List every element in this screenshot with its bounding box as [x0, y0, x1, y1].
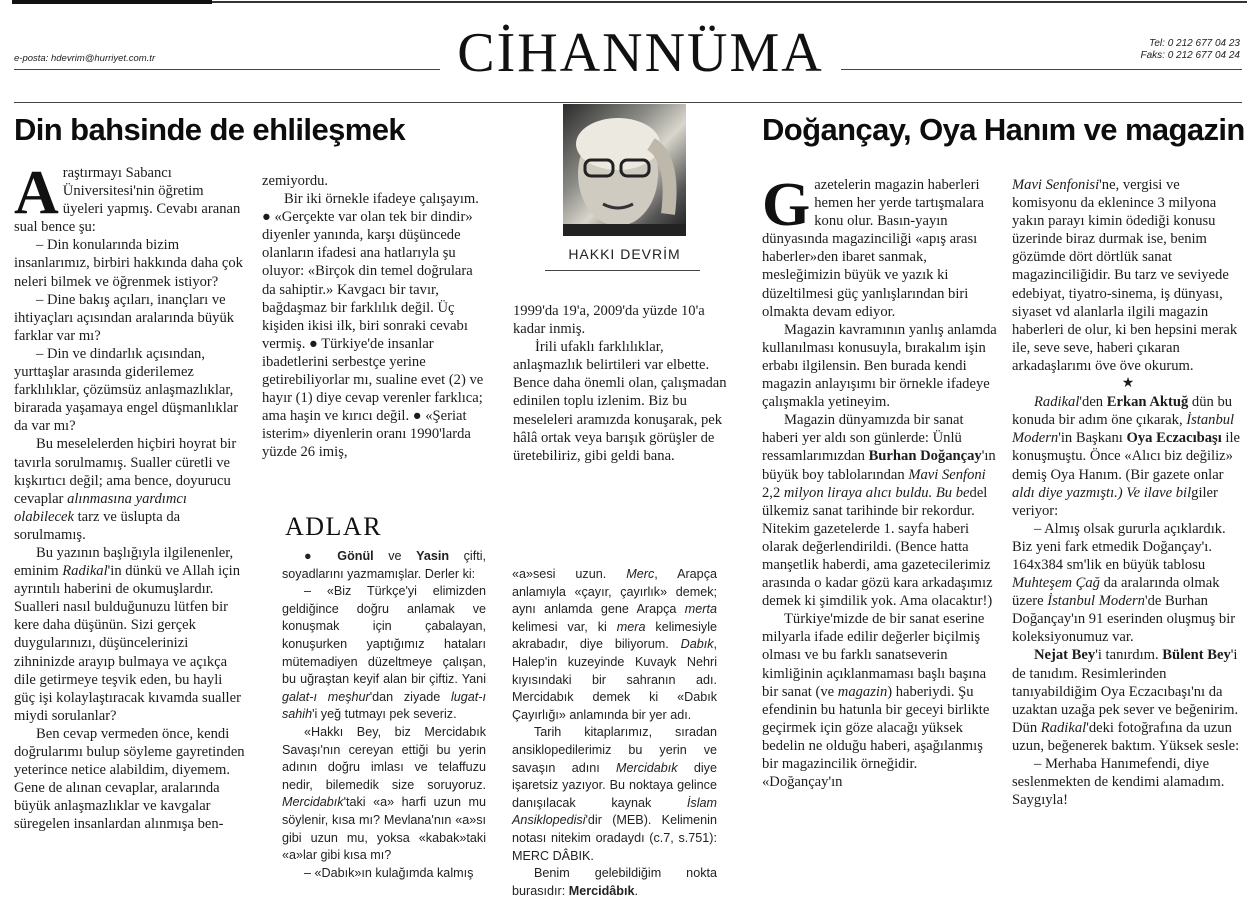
drop-cap: G — [762, 171, 811, 239]
article1-para: 1999'da 19'a, 2009'da yüzde 10'a kadar inmiş. — [513, 303, 705, 338]
article1-para: İrili ufaklı farklılıklar, anlaşmazlık belirtileri var elbette. Bence daha önemli olan, çalışmadan edinilen toplu izlenim. Biz bu meseleleri aramızda konuşarak, pek hâlâ ortak veya barışık görüşler de üretebiliriz, gibi geldi bana. — [513, 339, 727, 464]
article1-col2 — [262, 172, 490, 462]
email-address: e-posta: hdevrim@hurriyet.com.tr — [14, 53, 156, 64]
article2-col1 — [762, 171, 1000, 791]
article1-headline: Din bahsinde de ehlileşmek — [14, 112, 405, 147]
article1-para: Ben cevap vermeden önce, kendi doğrularımı bulup söyleme gayretinden yeterince netice alabildim, diyemem. Gene de alınan cevaplar, aralarında büyük anlaşmazlıklar ve kavgalar süregelen insanlardan alınmışa ben- — [14, 725, 245, 833]
adlar-para: – «Biz Türkçe'yi elimizden geldiğince doğru anlamak ve konuşmak için çabalayan, konuşurken yaptığımız hataları mütemadiyen düzeltmeye çalışan, bu uğraştan keyif alan bir çiftiz. Yani galat-ı meşhur'dan ziyade lugat-ı sahih'i yeğ tutmayı pek severiz. — [282, 584, 486, 722]
article1-para: Araştırmayı Sabancı Üniversitesi'nin öğretim üyeleri yapmış. Cevabı aranan sual bence şu: — [14, 159, 241, 236]
article2-para: Magazin dünyamızda bir sanat haberi yer aldı son günlerde: Ünlü ressamlarımızdan Burhan Doğançay'ın büyük boy tablolarından Mavi Senfoni 2,2 milyon liraya alıcı buldu. Bu bedel ülkemiz sanat tarihinde bir rekordur. Nitekim gazetelerde 1. sayfa haberi olarak değerlendirildi. (Bence hatta manşetlik haberdi, ama gazetecilerimiz arasında o kadar gözü kara arkadaşımız demek ki şimdilik yok. Ama olacaktır!) — [762, 412, 996, 610]
article2-para: Nejat Bey'i tanırdım. Bülent Bey'i de tanıdım. Resimlerinden tanıyabildiğim Oya Eczacıbaşı'nı da uzaktan uzağa pek sever ve beğenirim. Dün Radikal'deki fotoğrafına da uzun uzun, beğenerek baktım. Yüksek sesle: — [1012, 647, 1240, 754]
article2-para: – Merhaba Hanımefendi, diye seslenmekten de kendimi alamadım. Saygıyla! — [1012, 756, 1225, 809]
adlar-col1 — [282, 548, 486, 882]
article2-col2 — [1012, 176, 1244, 809]
article1-col3 — [513, 302, 735, 465]
article1-para: Bu meselelerden hiçbiri hoyrat bir tavırla sorulmamış. Sualler cüretli ve kışkırtıcı değil; ama bence, doyurucu cevaplar alınmasına yardımcı olabilecek tarz ve üslupta da sorulmamış. — [14, 436, 237, 543]
article1-para: Bir iki örnekle ifadeye çalışayım. ● «Gerçekte var olan tek bir dindir» diyenler yanında, karşı düşüncede olanların ifadesi ana hatlarıyla şu oluyor: «Birçok din temel doğrulara da sahiptir.» Kavgacı bir tavır, bağdaşmaz bir farklılık değil. Üç kişiden ikisi ilk, biri sonraki cevabı vermiş. ● Türkiye'de insanlar ibadetlerini serbestçe yerine getirebiliyorlar mı, sualine evet (2) ve hayır (1) diye cevap verenler farklıca; ama haşin ve kırıcı değil. ● «Şeriat isterim» diyenlerin oranı 1990'larda yüzde 26 imiş, — [262, 191, 484, 461]
article1-para: – Din ve dindarlık açısından, yurttaşlar arasında giderilemez farklılıklar, çözümsüz anlaşmazlıklar, birarada yaşamaya engel düşmanlıklar da var mı? — [14, 345, 239, 435]
header-rule-bottom — [14, 102, 1242, 103]
adlar-para: ● Gönül ve Yasin çifti, soyadlarını yazmamışlar. Derler ki: — [282, 549, 487, 581]
drop-cap: A — [14, 159, 59, 227]
article1-para: – Dine bakış açıları, inançları ve ihtiyaçları açısından aralarında büyük farklar var mı? — [14, 291, 235, 344]
byline-rule — [545, 270, 700, 271]
top-rule — [0, 0, 1258, 4]
article2-para: – Almış olsak gururla açıklardık. Biz yeni fark etmedik Doğançay'ı. 164x384 sm'lik en büyük tablosu Muhteşem Çağ da aralarında olmak üzere İstanbul Modern'de Burhan Doğançay'ın 91 eserinden oluşmuş bir koleksiyonumuz var. — [1012, 520, 1236, 646]
article2-para: Radikal'den Erkan Aktuğ dün bu konuda bir adım öne çıkarak, İstanbul Modern'in Başkanı Oya Eczacıbaşı ile konuşmuştu. Önce «Alıcı biz değiliz» demiş Oya Hanım. (Bir gazete onlar aldı diye yazmıştı.) Ve ilave bilgiler veriyor: — [1012, 394, 1241, 519]
masthead: CİHANNÜMA — [440, 18, 841, 88]
star-separator-icon: ★ — [1121, 376, 1135, 392]
adlar-para: «Hakkı Bey, biz Mercidabık Savaşı'nın cereyan ettiği bu yerin adının doğru imlası ve telaffuzu nedir, bilemedik size soruyoruz. Mercidabık'taki «a» harfi uzun mu söylenir, kısa mı? Mevlana'nın «a»sı gibi uzun mu, yoksa «kabak»taki «a»lar gibi kısa mı? — [282, 724, 486, 863]
article2-para: Türkiye'mizde de bir sanat eserine milyarla ifade edilir değerler biçilmiş olması ve bu farklı sanatseverin kimliğinin açıklanmaması başlı başına bir sanat (ve magazin) haberiydi. Şu efendinin bu hatunla bir geceyi birlikte geçirmek için göze alacağı yüksek bedelin ne olduğu haberi, aşağılanmış bir magazincilik örneğidir. «Doğançay'ın — [762, 611, 990, 791]
author-photo — [563, 104, 686, 236]
article2-para: Gazetelerin magazin haberleri hemen her yerde tartışmalara konu olur. Basın-yayın dünyasında magazinciliği «apış arası haberler»den ibaret sanmak, mesleğimizin büyük ve yazık ki düzeltilmesi güç yanlışlarından biri olmakta devam ediyor. — [762, 171, 985, 320]
adlar-heading: ADLAR — [285, 512, 383, 541]
author-portrait-icon — [563, 104, 686, 236]
adlar-para: «a»sesi uzun. Merc, Arapça anlamıyla «çayır, çayırlık» demek; aynı anlamda gene Arapça merta kelimesi var, ki mera kelimesiyle akrabadır, diye biliyorum. Dabık, Halep'in kuzeyinde Kuvayk Nehri kıyısındaki bir sahranın adı. Mercidabık demek ki «Dabık Çayırlığı» anlamında bir yer adı. — [512, 567, 717, 722]
article1-para: zemiyordu. — [262, 173, 329, 189]
article2-para: Mavi Senfonisi'ne, vergisi ve komisyonu da eklenince 3 milyona yakın parayı kimin ödediği konusu üzerinde biraz durmak ise, benim gözümde dört dörtlük sanat magazinciliğidir. Bu tarz ve seviyede edebiyat, tiyatro-sinema, iş dünyası, siyaset vd alanlarla ilgili magazin haberleri de olur, ki ben hepsini merak ile, seve seve, haberi çıkaran arkadaşlarımı öve öve okurum. — [1012, 177, 1238, 374]
fax-number: Faks: 0 212 677 04 24 — [1140, 50, 1240, 61]
adlar-col2 — [512, 566, 717, 900]
article1-para: – Din konularında bizim insanlarımız, birbiri hakkında daha çok neleri bilmek ve öğrenmek istiyor? — [14, 237, 243, 290]
article1-para: Bu yazının başlığıyla ilgilenenler, eminim Radikal'in dünkü ve Allah için ayrıntılı haberini de okumuşlardır. Sualleri nasıl bulduğunuzu lütfen bir kere daha düşünün. Sizi gerçek duygularınızı, düşüncelerinizi zihninizde arayıp bulmaya ve açıkça dile getirmeye teşvik eden, bu hayli güç işi kolaylaştıracak kıvamda sualler miydi sorulanlar? — [14, 544, 241, 724]
article2-headline: Doğançay, Oya Hanım ve magazin — [762, 112, 1245, 147]
article2-para: Magazin kavramının yanlış anlamda kullanılması konusuyla, bırakalım işin erbabı ilgilensin. Ben burada kendi magazin anlayışımı bir örnekle ifadeye çalışmakla yetineyim. — [762, 321, 997, 411]
adlar-para: Tarih kitaplarımız, sıradan ansiklopedilerimiz bu yerin ve savaşın adını Mercidabık diye işaretsiz yazıyor. Bu noktaya gelince danışılacak kaynak İslam Ansiklopedisi'dir (MEB). Kelimenin notası nitekim oradaydı (c.7, s.751): MERC DÂBIK. — [512, 725, 717, 863]
contact-info — [1140, 38, 1240, 62]
article1-col1 — [14, 159, 247, 833]
tel-number: Tel: 0 212 677 04 23 — [1149, 38, 1240, 49]
author-byline: HAKKI DEVRİM — [568, 246, 681, 262]
adlar-para: – «Dabık»ın kulağımda kalmış — [304, 865, 474, 880]
adlar-para: Benim gelebildiğim nokta burasıdır: Mercidâbık. — [512, 866, 717, 898]
